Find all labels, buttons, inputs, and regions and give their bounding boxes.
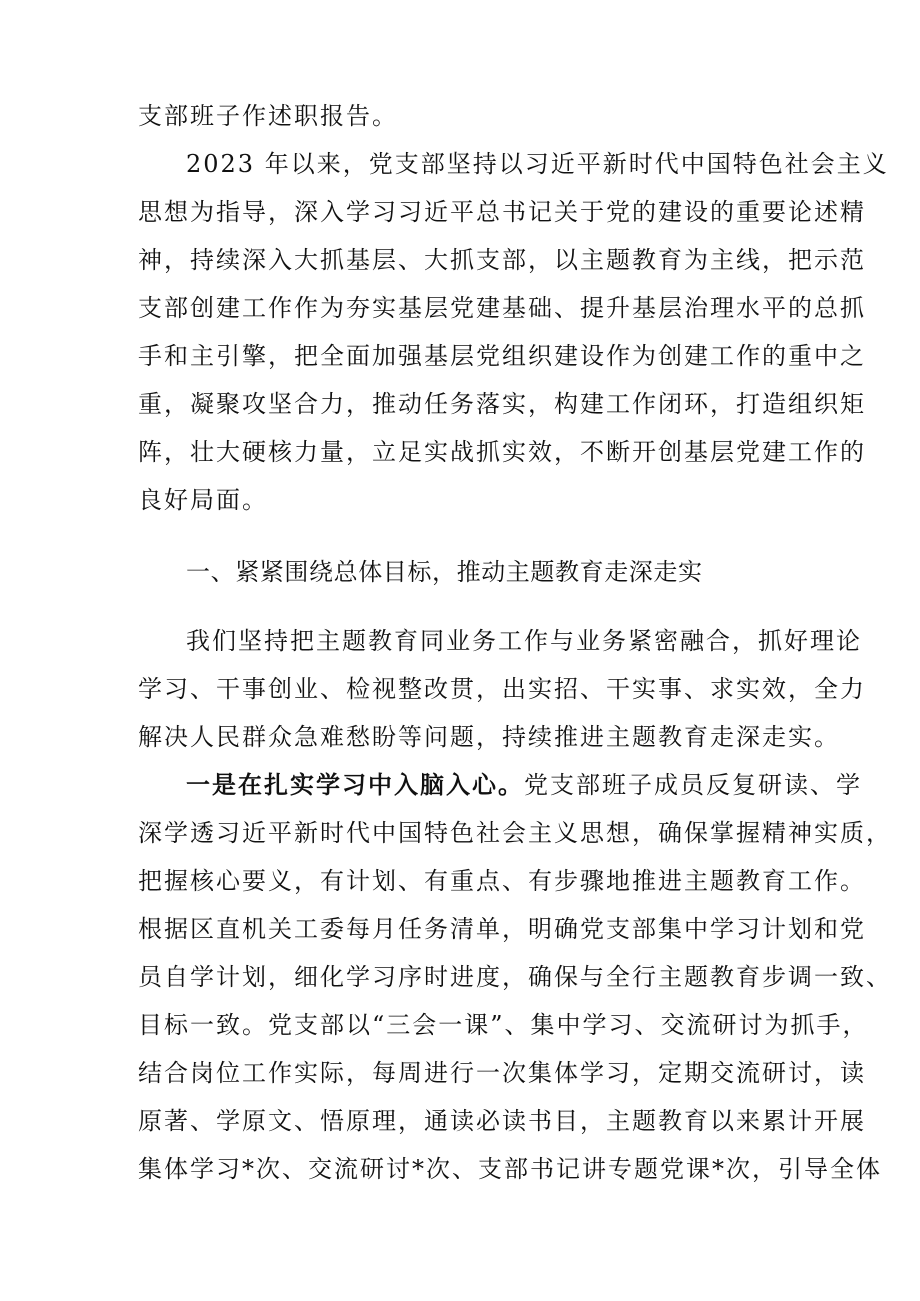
paragraph-1-line-8: 良好局面。 [138, 486, 268, 514]
paragraph-3-line-2: 深学透习近平新时代中国特色社会主义思想，确保掌握精神实质， [138, 819, 892, 847]
paragraph-1-line-2: 思想为指导，深入学习习近平总书记关于党的建设的重要论述精 [138, 198, 866, 226]
paragraph-3-line-7: 结合岗位工作实际，每周进行一次集体学习，定期交流研讨，读 [138, 1059, 866, 1087]
paragraph-3-line-1 [186, 765, 862, 805]
paragraph-3-line-9: 集体学习*次、交流研讨*次、支部书记讲专题党课*次，引导全体 [138, 1155, 882, 1183]
section-1-heading: 一、紧紧围绕总体目标，推动主题教育走深走实 [186, 558, 703, 586]
paragraph-3-line-5: 员自学计划，细化学习序时进度，确保与全行主题教育步调一致、 [138, 963, 892, 991]
paragraph-2-line-3: 解决人民群众急难愁盼等问题，持续推进主题教育走深走实。 [138, 723, 840, 751]
intro-line: 支部班子作述职报告。 [138, 102, 398, 130]
paragraph-2-line-2: 学习、干事创业、检视整改贯，出实招、干实事、求实效，全力 [138, 675, 866, 703]
paragraph-1-line-4: 支部创建工作作为夯实基层党建基础、提升基层治理水平的总抓 [138, 294, 866, 322]
paragraph-3-first-rest: 党支部班子成员反复研读、学 [524, 771, 862, 799]
paragraph-3-lead: 一是在扎实学习中入脑入心。 [186, 770, 524, 799]
paragraph-1-line-3: 神，持续深入大抓基层、大抓支部，以主题教育为主线，把示范 [138, 246, 866, 274]
paragraph-3-line-8: 原著、学原文、悟原理，通读必读书目，主题教育以来累计开展 [138, 1107, 866, 1135]
paragraph-3-line-6: 目标一致。党支部以“三会一课”、集中学习、交流研讨为抓手， [138, 1011, 869, 1039]
paragraph-1-line-1: 2023 年以来，党支部坚持以习近平新时代中国特色社会主义 [186, 150, 889, 178]
paragraph-3-line-4: 根据区直机关工委每月任务清单，明确党支部集中学习计划和党 [138, 915, 866, 943]
paragraph-1-line-7: 阵，壮大硬核力量，立足实战抓实效，不断开创基层党建工作的 [138, 438, 866, 466]
paragraph-3-line-3: 把握核心要义，有计划、有重点、有步骤地推进主题教育工作。 [138, 867, 866, 895]
paragraph-2-line-1: 我们坚持把主题教育同业务工作与业务紧密融合，抓好理论 [186, 627, 862, 655]
paragraph-1-line-6: 重，凝聚攻坚合力，推动任务落实，构建工作闭环，打造组织矩 [138, 390, 866, 418]
paragraph-1-line-5: 手和主引擎，把全面加强基层党组织建设作为创建工作的重中之 [138, 342, 866, 370]
